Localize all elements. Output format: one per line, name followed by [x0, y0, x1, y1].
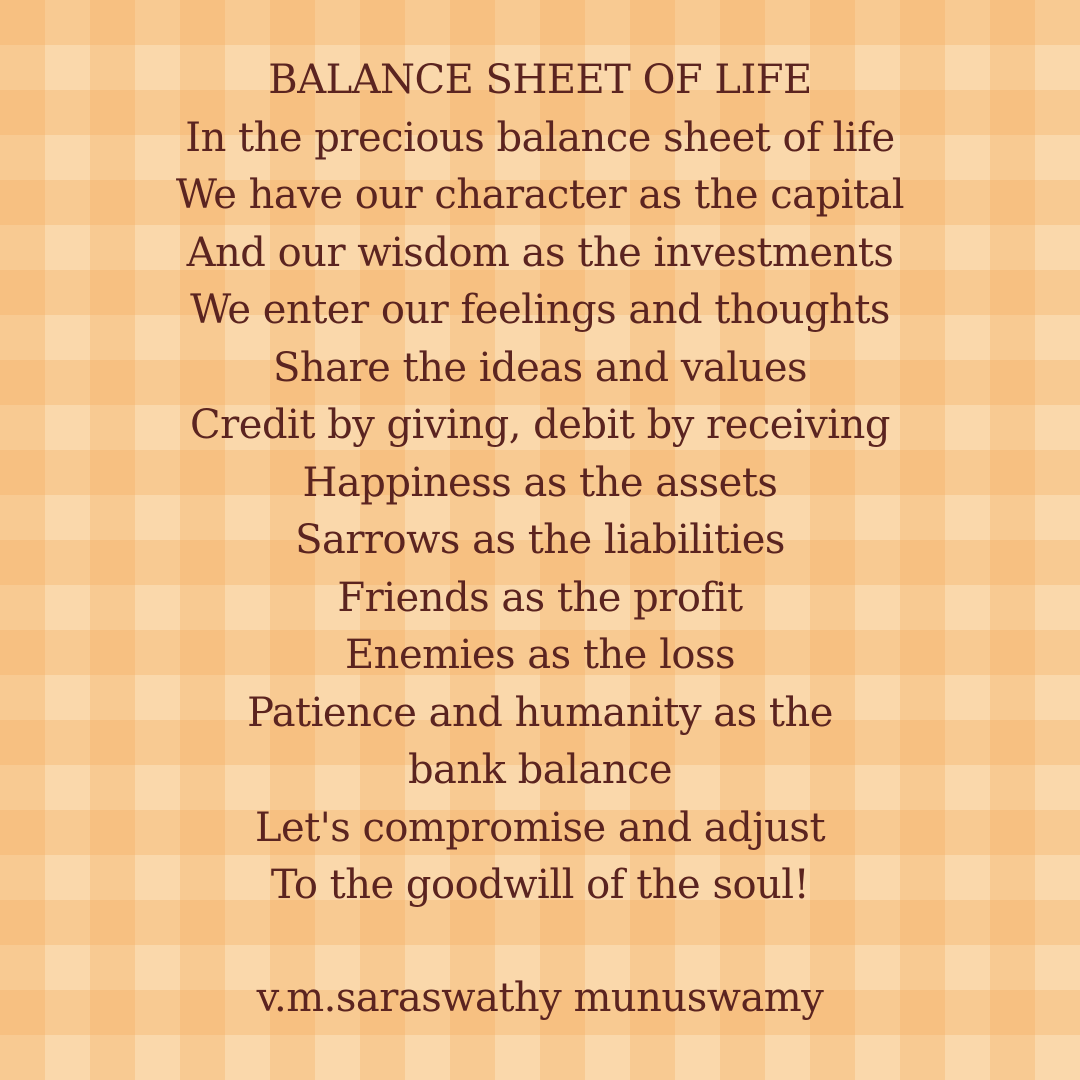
- poem-author: v.m.saraswathy munuswamy: [256, 975, 824, 1021]
- poem-line: Sarrows as the liabilities: [295, 517, 785, 563]
- poem-line: Enemies as the loss: [344, 632, 735, 678]
- poem-line: Patience and humanity as the: [247, 689, 833, 736]
- poem-line: Let's compromise and adjust: [254, 804, 826, 851]
- poem-line: In the precious balance sheet of life: [185, 114, 895, 161]
- poem-line: And our wisdom as the investments: [186, 229, 894, 276]
- gingham-stripe-horizontal: [0, 0, 1080, 45]
- poem-line: Happiness as the assets: [302, 459, 778, 506]
- poem-text: [0, 52, 1080, 915]
- poem-line: We have our character as the capital: [175, 172, 905, 218]
- poem-line: Friends as the profit: [337, 574, 743, 621]
- poem-line: To the goodwill of the soul!: [270, 862, 810, 908]
- poem-line: Credit by giving, debit by receiving: [190, 402, 890, 448]
- poem-line: We enter our feelings and thoughts: [190, 287, 890, 333]
- poem-line: bank balance: [407, 747, 673, 793]
- poem-title: BALANCE SHEET OF LIFE: [268, 57, 812, 103]
- poem-line: Share the ideas and values: [272, 344, 808, 391]
